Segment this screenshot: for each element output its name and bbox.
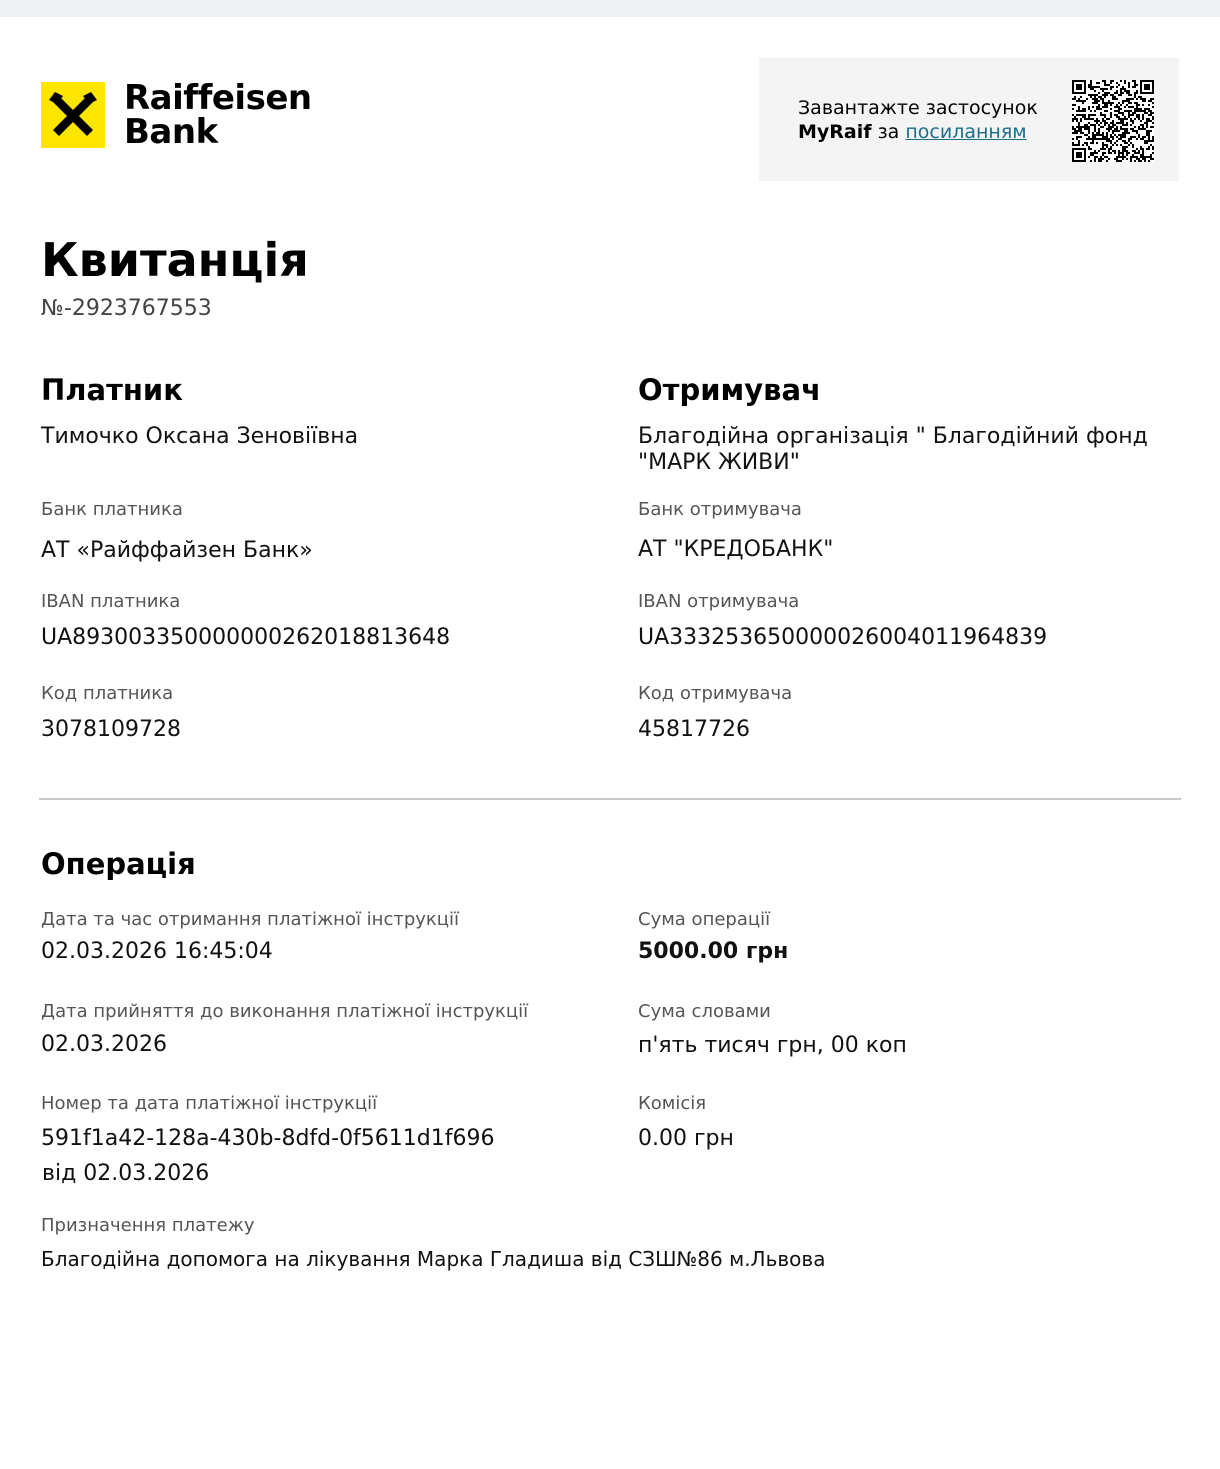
accepted-label: Дата прийняття до виконання платіжної інструкції	[41, 1001, 529, 1022]
payer-bank-label: Банк платника	[41, 499, 183, 520]
received-datetime: 02.03.2026 16:45:04	[41, 939, 273, 964]
payer-iban-label: IBAN платника	[41, 591, 181, 612]
payer-code: 3078109728	[41, 717, 181, 742]
payer-heading: Платник	[41, 373, 183, 407]
promo-line2	[798, 120, 1038, 144]
promo-download-link[interactable]: посиланням	[905, 121, 1027, 143]
received-label: Дата та час отримання платіжної інструкції	[41, 909, 460, 930]
top-bar	[0, 0, 1220, 17]
promo-text	[798, 96, 1038, 144]
section-divider	[39, 798, 1181, 800]
amount-value: 5000.00 грн	[638, 939, 789, 964]
operation-heading: Операція	[41, 847, 196, 881]
qr-code-icon[interactable]	[1072, 80, 1154, 162]
payer-name: Тимочко Оксана Зеновіївна	[41, 424, 359, 449]
fee-label: Комісія	[638, 1093, 707, 1114]
recipient-bank-label: Банк отримувача	[638, 499, 802, 520]
bank-wordmark	[124, 77, 312, 152]
recipient-bank: АТ "КРЕДОБАНК"	[638, 537, 834, 562]
instruction-id: 591f1a42-128a-430b-8dfd-0f5611d1f696	[41, 1126, 495, 1151]
recipient-iban-label: IBAN отримувача	[638, 591, 800, 612]
recipient-heading: Отримувач	[638, 373, 821, 407]
purpose-label: Призначення платежу	[41, 1215, 255, 1236]
amount-words: п'ять тисяч грн, 00 коп	[638, 1033, 907, 1058]
promo-line1: Завантажте застосунок	[798, 97, 1038, 119]
receipt-page	[0, 17, 1220, 1469]
amount-label: Сума операції	[638, 909, 771, 930]
bank-name-line1: Raiffeisen	[124, 77, 312, 118]
accepted-date: 02.03.2026	[41, 1032, 167, 1057]
raiffeisen-logo	[41, 77, 312, 152]
payment-purpose: Благодійна допомога на лікування Марка Гладиша від СЗШ№86 м.Львова	[41, 1247, 826, 1271]
instruction-date: від 02.03.2026	[35, 1161, 210, 1186]
payer-bank: АТ «Райффайзен Банк»	[41, 538, 313, 563]
bank-name-line2: Bank	[124, 111, 218, 152]
promo-app-name: MyRaif	[798, 121, 872, 143]
amount-words-label: Сума словами	[638, 1001, 771, 1022]
promo-connector: за	[871, 121, 906, 143]
recipient-code: 45817726	[638, 717, 750, 742]
instruction-label: Номер та дата платіжної інструкції	[41, 1093, 378, 1114]
receipt-number: №-2923767553	[41, 296, 212, 321]
payer-code-label: Код платника	[41, 683, 174, 704]
app-promo-box	[759, 58, 1179, 181]
recipient-name-line1: Благодійна організація " Благодійний фонд	[638, 424, 1148, 449]
recipient-name-line2: "МАРК ЖИВИ"	[638, 450, 800, 475]
recipient-iban: UA333253650000026004011964839	[638, 625, 1048, 650]
payer-iban: UA893003350000000262018813648	[41, 625, 451, 650]
page-title: Квитанція	[41, 233, 309, 287]
raiffeisen-gable-icon	[41, 82, 105, 148]
recipient-code-label: Код отримувача	[638, 683, 793, 704]
fee-value: 0.00 грн	[638, 1126, 734, 1151]
